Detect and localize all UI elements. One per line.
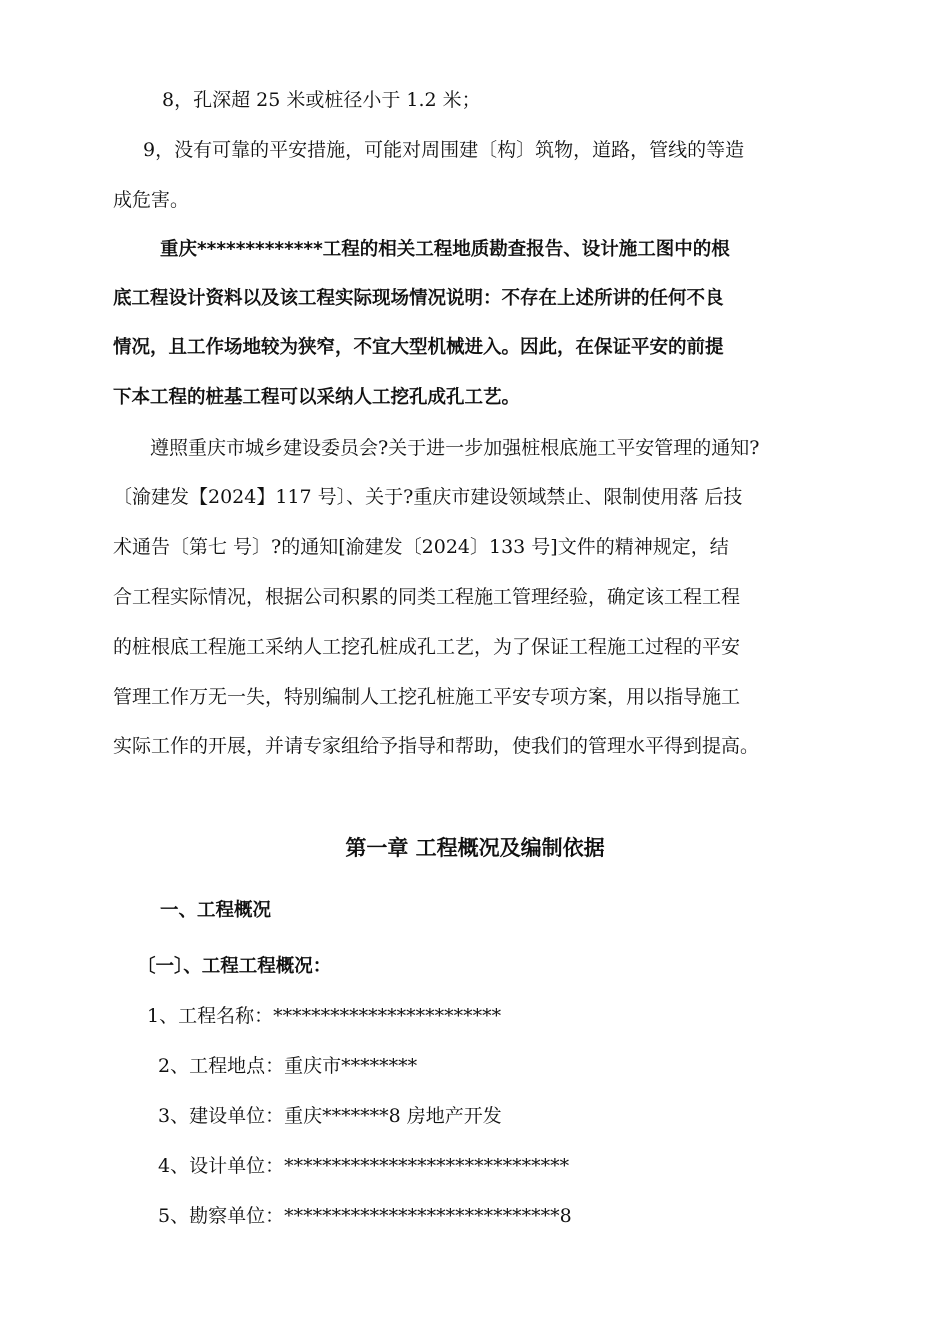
- body-paragraph-line-4: 合工程实际情况，根据公司积累的同类工程施工管理经验，确定该工程工程: [113, 586, 741, 608]
- bold-paragraph-line-2: 底工程设计资料以及该工程实际现场情况说明：不存在上述所讲的任何不良: [113, 288, 724, 309]
- project-item-location: 2、工程地点：重庆市********: [158, 1055, 418, 1077]
- list-item-9-continued: 成危害。: [113, 189, 190, 211]
- list-item-8: 8，孔深超 25 米或桩径小于 1.2 米；: [162, 89, 481, 111]
- project-item-builder: 3、建设单位：重庆*******8 房地产开发: [158, 1105, 502, 1127]
- list-item-9: 9，没有可靠的平安措施，可能对周围建〔构〕筑物，道路，管线的等造: [143, 139, 745, 161]
- bold-paragraph-line-1: 重庆*************工程的相关工程地质勘查报告、设计施工图中的根: [160, 239, 730, 260]
- chapter-title: 第一章 工程概况及编制依据: [345, 836, 605, 860]
- body-paragraph-line-3: 术通告〔第七 号〕?的通知[渝建发〔2024〕133 号]文件的精神规定，结: [113, 536, 729, 558]
- project-item-designer: 4、设计单位：******************************: [158, 1155, 570, 1177]
- subsection-title: 〔一〕、工程工程概况：: [137, 956, 332, 977]
- project-item-surveyor: 5、勘察单位：*****************************8: [158, 1205, 572, 1227]
- body-paragraph-line-5: 的桩根底工程施工采纳人工挖孔桩成孔工艺，为了保证工程施工过程的平安: [113, 636, 741, 658]
- body-paragraph-line-2: 〔渝建发【2024】117 号〕、关于?重庆市建设领域禁止、限制使用落 后技: [113, 486, 743, 508]
- body-paragraph-line-1: 遵照重庆市城乡建设委员会?关于进一步加强桩根底施工平安管理的通知?: [150, 437, 760, 459]
- section-title: 一、工程概况: [160, 900, 272, 921]
- project-item-name: 1、工程名称：************************: [147, 1005, 502, 1027]
- body-paragraph-line-7: 实际工作的开展，并请专家组给予指导和帮助，使我们的管理水平得到提高。: [113, 735, 760, 757]
- bold-paragraph-line-3: 情况，且工作场地较为狭窄，不宜大型机械进入。因此，在保证平安的前提: [113, 337, 724, 358]
- bold-paragraph-line-4: 下本工程的桩基工程可以采纳人工挖孔成孔工艺。: [113, 387, 521, 408]
- body-paragraph-line-6: 管理工作万无一失，特别编制人工挖孔桩施工平安专项方案，用以指导施工: [113, 686, 741, 708]
